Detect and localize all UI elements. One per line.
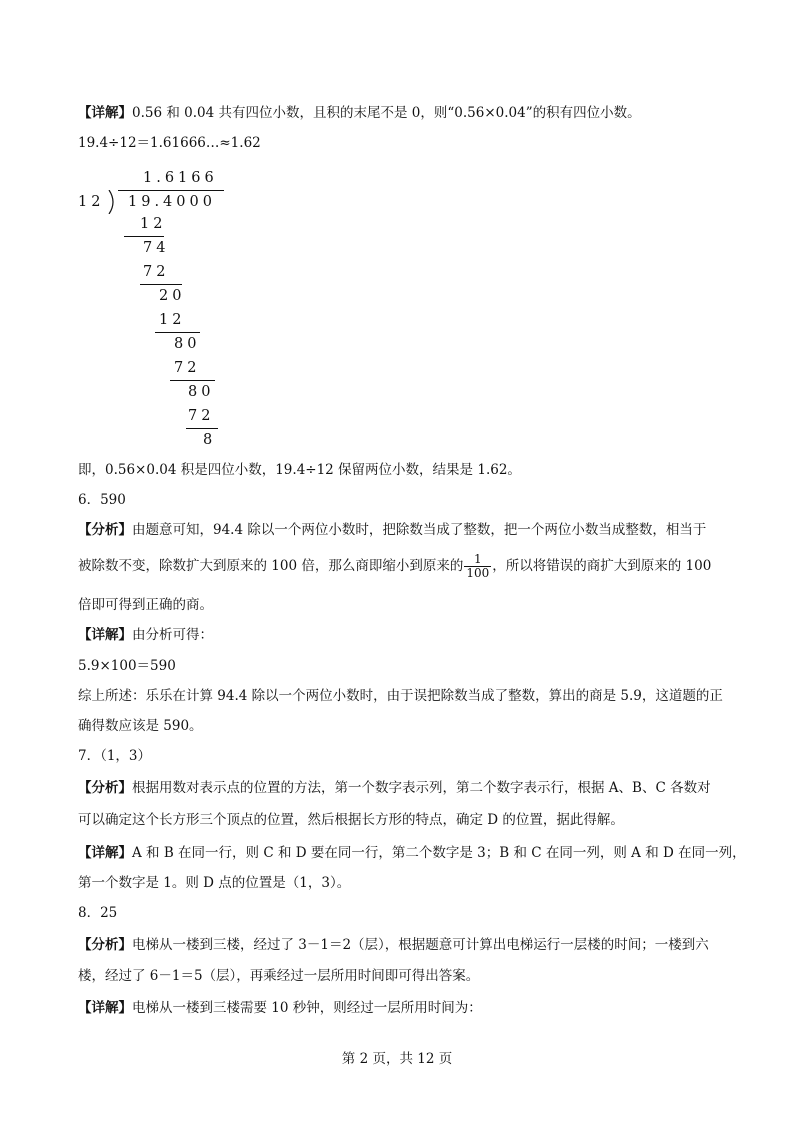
analysis-tag: 【分析】 xyxy=(78,937,132,953)
analysis-tag: 【分析】 xyxy=(78,522,132,538)
step: 20 xyxy=(159,288,186,304)
q8-heading: 8．25 xyxy=(78,905,118,921)
step-line xyxy=(170,380,215,381)
detail-text: 由分析可得： xyxy=(132,627,213,643)
division-equation: 19.4÷12＝1.61666…≈1.62 xyxy=(78,135,261,151)
analysis-tag: 【分析】 xyxy=(78,780,132,796)
q6-detail-line xyxy=(78,625,213,645)
dividend: 19.4000 xyxy=(128,194,216,210)
analysis-text: 电梯从一楼到三楼，经过了 3－1＝2（层），根据题意可计算出电梯运行一层楼的时间；一楼到六 xyxy=(132,937,709,953)
q7-analysis-line: 可以确定这个长方形三个顶点的位置，然后根据长方形的特点，确定 D 的位置，据此得解。 xyxy=(78,812,624,828)
q6-analysis-line xyxy=(78,553,711,580)
q8-analysis-line xyxy=(78,935,709,955)
step: 12 xyxy=(159,312,186,328)
step-line xyxy=(155,332,200,333)
q6-heading: 6．590 xyxy=(78,492,126,508)
step-line xyxy=(124,236,164,237)
step: 12 xyxy=(140,216,167,232)
page-footer: 第 2 页，共 12 页 xyxy=(341,1051,453,1067)
q7-detail-line: 第一个数字是 1。则 D 点的位置是（1，3）。 xyxy=(78,875,351,891)
q7-detail-line xyxy=(78,843,746,863)
detail-text: 0.56 和 0.04 共有四位小数，且积的末尾不是 0，则“0.56×0.04”的积有四位小数。 xyxy=(132,105,641,121)
detail-text: A 和 B 在同一行，则 C 和 D 要在同一行，第二个数字是 3；B 和 C 在同一列，则 A 和 D 在同一列， xyxy=(132,845,746,861)
division-bar xyxy=(118,190,224,191)
analysis-text: ，所以将错误的商扩大到原来的 100 xyxy=(492,558,712,574)
fraction-numerator: 1 xyxy=(464,553,491,567)
q6-analysis-line xyxy=(78,520,706,540)
q8-analysis-line: 楼，经过了 6－1＝5（层），再乘经过一层所用时间即可得出答案。 xyxy=(78,968,480,984)
division-bracket-icon xyxy=(107,190,119,214)
detail-text: 电梯从一楼到三楼需要 10 秒钟，则经过一层所用时间为： xyxy=(132,1000,482,1016)
q6-summary: 确得数应该是 590。 xyxy=(78,718,203,734)
fraction xyxy=(464,553,491,580)
q8-detail-line xyxy=(78,998,482,1018)
divisor: 12 xyxy=(78,194,105,210)
step-line xyxy=(140,284,182,285)
detail-tag: 【详解】 xyxy=(78,627,132,643)
detail-tag: 【详解】 xyxy=(78,1000,132,1016)
q6-calc: 5.9×100＝590 xyxy=(78,658,176,674)
detail-line xyxy=(78,103,641,123)
q7-analysis-line xyxy=(78,778,711,798)
step-line xyxy=(186,428,218,429)
fraction-denominator: 100 xyxy=(466,566,490,580)
step: 72 xyxy=(174,360,201,376)
analysis-text: 由题意可知，94.4 除以一个两位小数时，把除数当成了整数，把一个两位小数当成整数，相当于 xyxy=(132,522,707,538)
quotient: 1.6166 xyxy=(143,170,218,186)
step: 72 xyxy=(188,408,215,424)
conclusion: 即，0.56×0.04 积是四位小数，19.4÷12 保留两位小数，结果是 1.62。 xyxy=(78,462,521,478)
detail-tag: 【详解】 xyxy=(78,105,132,121)
detail-tag: 【详解】 xyxy=(78,845,132,861)
step-remainder: 8 xyxy=(203,432,217,448)
q6-analysis-line: 倍即可得到正确的商。 xyxy=(78,597,213,613)
analysis-text: 被除数不变，除数扩大到原来的 100 倍，那么商即缩小到原来的 xyxy=(78,558,464,574)
q7-heading: 7．（1，3） xyxy=(78,748,152,764)
step: 74 xyxy=(143,240,170,256)
analysis-text: 根据用数对表示点的位置的方法，第一个数字表示列，第二个数字表示行，根据 A、B、C 各数对 xyxy=(132,780,711,796)
step: 80 xyxy=(188,384,215,400)
step: 72 xyxy=(143,264,170,280)
step: 80 xyxy=(174,336,201,352)
q6-summary: 综上所述：乐乐在计算 94.4 除以一个两位小数时，由于误把除数当成了整数，算出的商是 5.9，这道题的正 xyxy=(78,688,723,704)
